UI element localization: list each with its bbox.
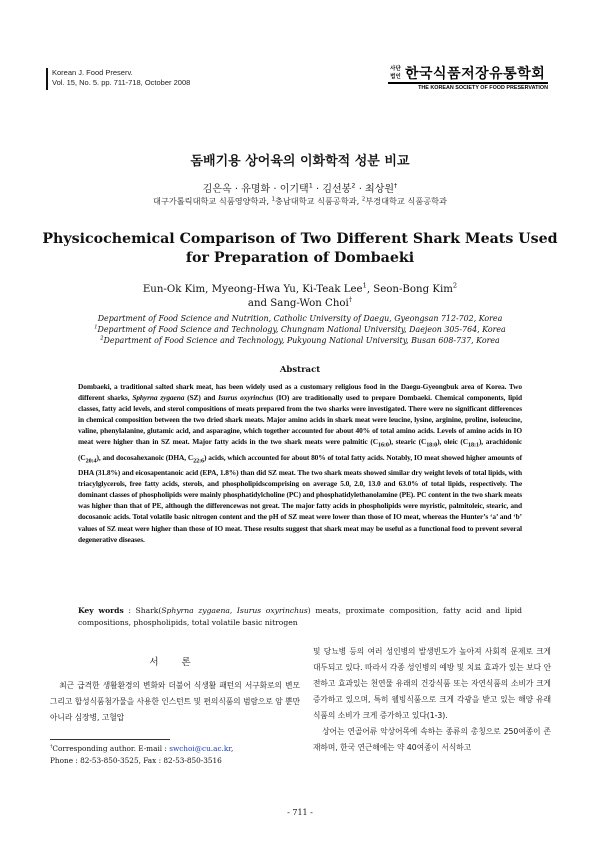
journal-name: Korean J. Food Preserv. <box>52 68 133 77</box>
journal-bar <box>46 68 48 90</box>
intro-right-column <box>313 644 551 756</box>
authors-ko-part: 김은옥 · 유명화 · 이기택 <box>202 184 309 195</box>
affil-ko-part: 부경대학교 식품공학과 <box>365 196 447 206</box>
abstract-species: Isurus oxyrinchus <box>218 393 274 403</box>
authors-en-part: , Seon-Bong Kim <box>366 284 453 295</box>
authors-en-sup: † <box>348 295 353 304</box>
affil-en-sup: 1 <box>94 324 98 331</box>
affil-ko-part: 대구가톨릭대학교 식품영양학과, <box>153 196 272 206</box>
authors-en-sup: 2 <box>452 281 458 290</box>
intro-heading: 서 론 <box>149 657 201 668</box>
footnote-line1 <box>50 743 300 755</box>
intro-left-column <box>50 678 300 726</box>
title-english: Physicochemical Comparison of Two Different Shark Meats Used for Preparation of Dombaeki <box>42 231 558 266</box>
keywords-species: Isurus oxyrinchus <box>236 606 308 615</box>
intro-right-paragraph: 상어는 연골어류 악상어목에 속하는 종류의 총칭으로 250여종이 존재하며, 한국 연근해에는 약 40여종이 서식하고 <box>313 727 551 752</box>
footnote-email-link[interactable]: swchoi@cu.ac.kr <box>169 744 231 753</box>
footnote-rule <box>50 739 170 740</box>
authors-ko-sup: 1 <box>308 181 313 190</box>
affil-ko-sup: 2 <box>361 196 366 203</box>
keywords <box>78 605 522 629</box>
society-logo <box>388 62 548 92</box>
journal-volume: Vol. 15, No. 5. pp. 711-718, October 2008 <box>52 78 191 87</box>
keywords-text: ) meats, proximate composition, fatty acid and lipid compositions, phospholipids, total volatile basic nitrogen <box>78 606 522 627</box>
abstract-text: ), and docosahexanoic (DHA, C <box>96 452 194 462</box>
affil-en-text: Department of Food Science and Technology, Pukyoung National University, Busan 608-737, Korea <box>103 336 500 346</box>
authors-en-part: and Sang-Won Choi <box>247 298 349 309</box>
abstract-body <box>78 381 522 545</box>
authors-korean <box>0 180 600 195</box>
affiliations-english <box>40 313 560 347</box>
logo-rule <box>388 82 548 84</box>
abstract-text: ), oleic (C <box>437 437 469 447</box>
authors-en-line2 <box>60 297 540 311</box>
footnote-corr: Corresponding author. E-mail : <box>52 744 170 753</box>
abstract-sub: 18:0 <box>426 442 438 449</box>
keywords-text: Shark( <box>135 606 162 615</box>
authors-ko-part: · 최상원 <box>355 184 395 195</box>
journal-citation <box>52 68 190 88</box>
authors-ko-sup: 2 <box>351 181 356 190</box>
abstract-heading: Abstract <box>279 365 321 375</box>
abstract-text: ), arachidonic (C <box>78 437 523 462</box>
footnote-comma: , <box>231 744 234 753</box>
abstract-text: ), stearic (C <box>388 437 427 447</box>
abstract-text: (IO) are traditionally used to prepare Dombaeki. Chemical components, lipid classes, fatty acid levels, and sterol compositions of meats prepared from the two sharks were investigated. There were no significant differences in chemical composition between the two dried shark meats. Major amino acids in shark meat were leucine, lysine, arginine, proline, isoleucine, valine, phenylalanine, glutamic acid, and asparagine, which together accounted for about 40% of total amino acids. Levels of amino acids in IO meat were higher than in SZ meat. Major fatty acids in the two shark meats were palmitic (C <box>78 393 523 447</box>
logo-mark-top: 사단 <box>390 66 401 72</box>
logo-mark <box>388 65 403 82</box>
affil-en-line2 <box>40 324 560 335</box>
abstract-sub: 18:1 <box>468 442 479 449</box>
authors-english <box>60 283 540 311</box>
authors-ko-part: · 김선봉 <box>312 184 352 195</box>
abstract-sub: 22:6 <box>193 458 205 465</box>
affil-en-line3 <box>40 335 560 346</box>
intro-left-paragraph: 최근 급격한 생활환경의 변화와 더불어 식생활 패턴의 서구화로의 변모 그리고 합성식품첨가물을 사용한 인스턴트 및 편의식품의 범람으로 암 뿐만 아니라 심장병, 고혈압 <box>50 681 300 722</box>
affil-en-line1: Department of Food Science and Nutrition, Catholic University of Daegu, Gyeongsan 712-702, Korea <box>97 314 503 323</box>
intro-right-paragraph: 및 당뇨병 등의 여러 성인병의 발생빈도가 높아져 사회적 문제로 크게 대두되고 있다. 따라서 각종 성인병의 예방 및 치료 효과가 있는 보다 안전하고 효과있는 천연물 유래의 건강식품 또는 자연식품의 소비가 크게 증가하고 있으며, 특히 웰빙식품으로 크게 각광을 받고 있는 해양 유래 식품의 소비가 크게 증가하고 있다(1-3). <box>313 647 551 720</box>
logo-mark-bottom: 법인 <box>390 74 401 80</box>
affil-en-text: Department of Food Science and Technology, Chungnam National University, Daejeon 305-764, Korea <box>97 325 506 335</box>
affil-ko-sup: 1 <box>271 196 275 203</box>
abstract-text: ) acids, which accounted for about 80% of total fatty acids. Notably, IO meat showed higher amounts of DHA (31.8%) and eicosapentanoic acid (EPA, 1.8%) than did SZ meat. The two shark meats showed similar dry weight levels of total lipids, with triacylglycerols, free fatty acids, sterols, and phospholipidscomprising on average 5.0, 2.0, 13.0 and 63.0% of total lipids, respectively. The dominant classes of phospholipids were mainly phosphatidylcholine (PC) and phosphatidylethanolamine (PE). PC content in the two shark meats was higher than that of PE, although the differencewas not great. The major fatty acids in phospholipids were myristic, palmitoleic, stearic, and docosanoic acids. Total volatile basic nitrogen content and the pH of SZ meat were lower than those of IO meat, whereas the Hunter’s ‘a’ and ‘b’ values of SZ meat were higher than those of IO meat. These results suggest that shark meat may be useful as a functional food to prevent several degenerative diseases. <box>78 452 522 544</box>
authors-en-part: Eun-Ok Kim, Myeong-Hwa Yu, Ki-Teak Lee <box>142 284 363 295</box>
affiliations-korean <box>0 196 600 207</box>
abstract-sub: 16:0 <box>377 442 389 449</box>
logo-name-ko: 한국식품저장유통학회 <box>405 66 546 82</box>
authors-en-sup: 1 <box>362 281 367 290</box>
keywords-sep: : <box>123 606 136 615</box>
affil-ko-part: 충남대학교 식품공학과, <box>274 196 362 206</box>
footnote <box>50 743 300 767</box>
authors-ko-sup: † <box>394 181 398 190</box>
abstract-text: Dombaeki, a traditional salted shark meat, has been widely used as a customary religious food in the Daegu-Gyeongbuk area of Korea. Two different sharks, <box>78 382 522 403</box>
keywords-species: Sphyrna zygaena <box>161 606 230 615</box>
keywords-label: Key words <box>78 606 124 615</box>
keywords-text: , <box>229 606 237 615</box>
title-korean: 돔배기용 상어육의 이화학적 성분 비교 <box>190 154 410 169</box>
abstract-text: (SZ) and <box>184 393 219 403</box>
affil-en-sup: 2 <box>100 335 104 342</box>
page-number: - 711 - <box>287 808 313 817</box>
logo-name-en: THE KOREAN SOCIETY OF FOOD PRESERVATION <box>418 85 548 91</box>
abstract-sub: 20:4 <box>85 458 97 465</box>
abstract-species: Sphyrna zygaena <box>132 393 185 403</box>
authors-en-line1 <box>60 283 540 297</box>
footnote-phone: Phone : 82-53-850-3525, Fax : 82-53-850-3516 <box>50 756 222 765</box>
footnote-dagger: † <box>50 744 53 750</box>
